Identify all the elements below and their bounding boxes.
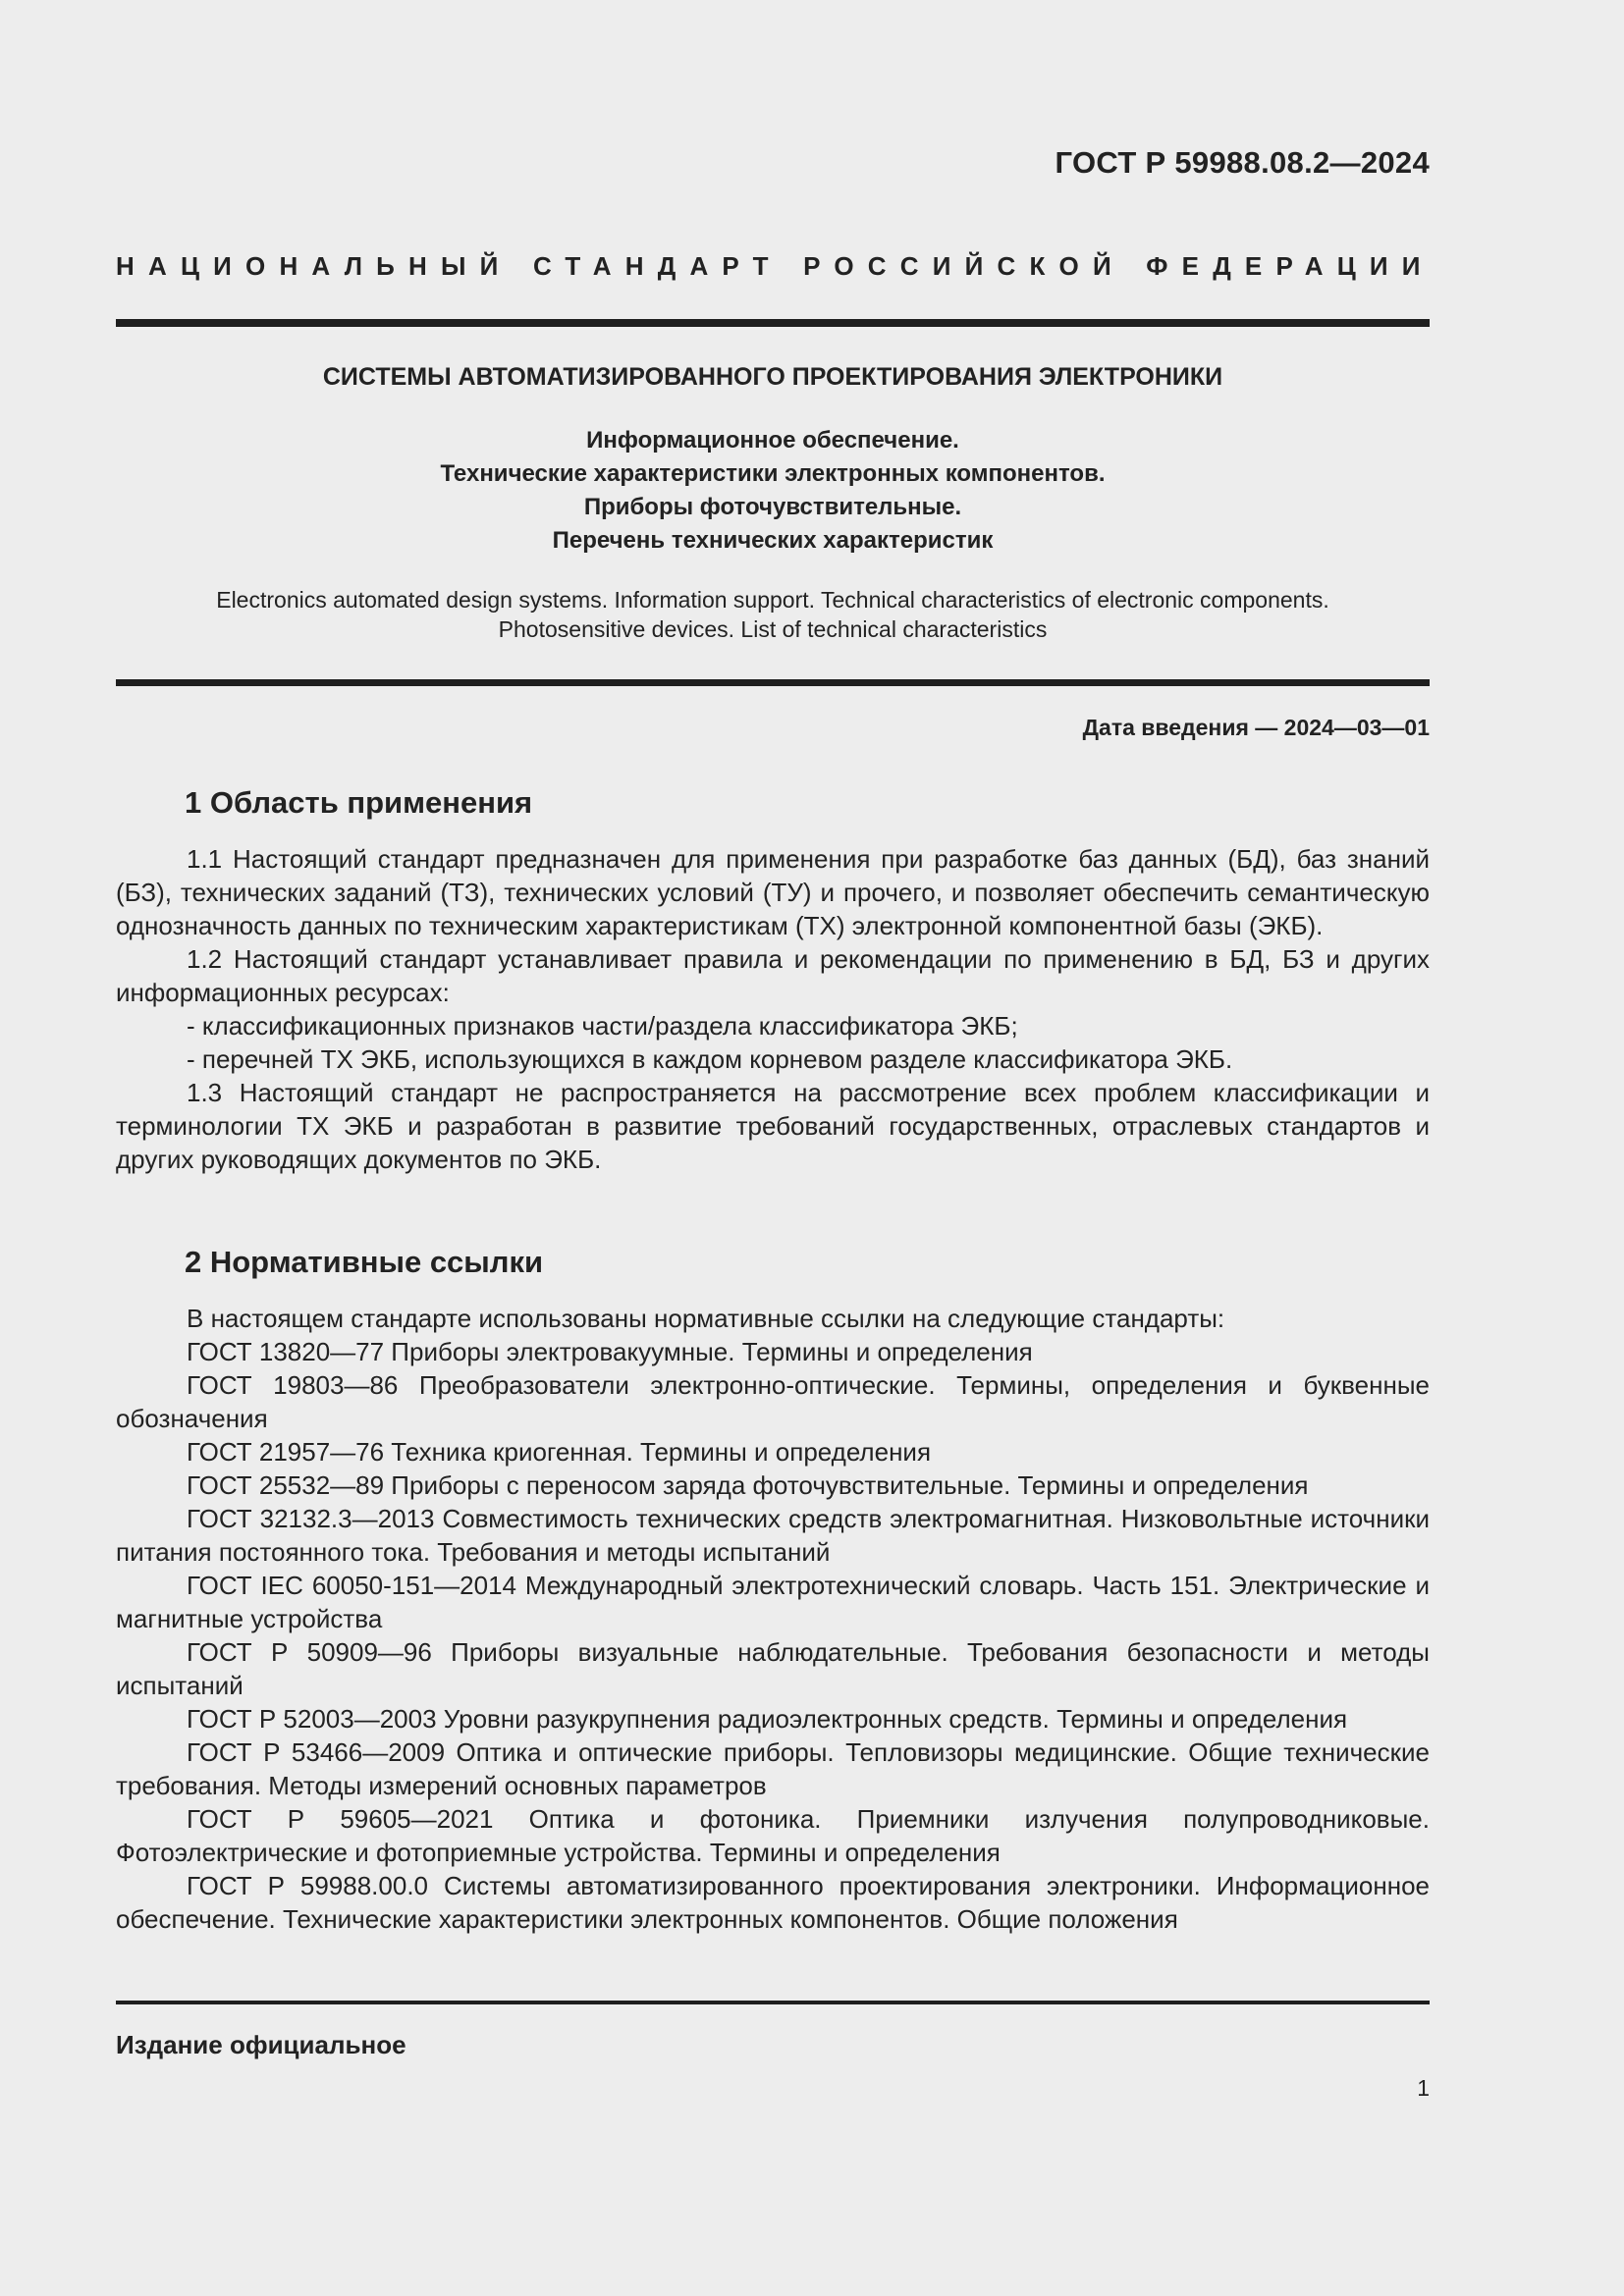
section-heading-scope: 1 Область применения: [185, 785, 533, 820]
reference-item: ГОСТ 13820—77 Приборы электровакуумные. Термины и определения: [187, 1337, 1033, 1366]
reference-item: ГОСТ 19803—86 Преобразователи электронно-оптические. Термины, определения и буквенные обозначения: [116, 1370, 1430, 1433]
list-item: - перечней ТХ ЭКБ, использующихся в каждом корневом разделе классификатора ЭКБ.: [187, 1044, 1233, 1074]
page-number: 1: [1417, 2075, 1430, 2101]
reference-item: ГОСТ Р 50909—96 Приборы визуальные наблюдательные. Требования безопасности и методы испытаний: [116, 1637, 1430, 1700]
reference-item: ГОСТ Р 59605—2021 Оптика и фотоника. Приемники излучения полупроводниковые. Фотоэлектрические и фотоприемные устройства. Термины и определения: [116, 1804, 1430, 1867]
paragraph: 1.1 Настоящий стандарт предназначен для применения при разработке баз данных (БД), баз знаний (БЗ), технических заданий (ТЗ), технических условий (ТУ) и прочего, и позволяет обеспечить семантическую однозначность данных по техническим характеристикам (ТХ) электронной компонентной базы (ЭКБ).: [116, 844, 1430, 940]
english-title-line: Photosensitive devices. List of technical characteristics: [498, 616, 1048, 642]
subtitle-line: Перечень технических характеристик: [552, 527, 994, 554]
paragraph: В настоящем стандарте использованы нормативные ссылки на следующие стандарты:: [187, 1304, 1225, 1333]
reference-item: ГОСТ Р 53466—2009 Оптика и оптические приборы. Тепловизоры медицинские. Общие технические требования. Методы измерений основных параметров: [116, 1737, 1430, 1800]
paragraph: 1.3 Настоящий стандарт не распространяется на рассмотрение всех проблем классификации и терминологии ТХ ЭКБ и разработан в развитие требований государственных, отраслевых стандартов и других руководящих документов по ЭКБ.: [116, 1078, 1430, 1174]
reference-item: ГОСТ 21957—76 Техника криогенная. Термины и определения: [187, 1437, 932, 1467]
paragraph: 1.2 Настоящий стандарт устанавливает правила и рекомендации по применению в БД, БЗ и других информационных ресурсах:: [116, 944, 1430, 1007]
section-body-scope: [116, 842, 1430, 1176]
reference-item: ГОСТ IEC 60050-151—2014 Международный электротехнический словарь. Часть 151. Электрические и магнитные устройства: [116, 1571, 1430, 1633]
reference-item: ГОСТ Р 52003—2003 Уровни разукрупнения радиоэлектронных средств. Термины и определения: [187, 1704, 1348, 1734]
reference-item: ГОСТ Р 59988.00.0 Системы автоматизированного проектирования электроники. Информационное обеспечение. Технические характеристики электронных компонентов. Общие положения: [116, 1871, 1430, 1934]
edition-label: Издание официальное: [116, 2030, 406, 2059]
footer-divider: [116, 2001, 1430, 2004]
section-heading-references: 2 Нормативные ссылки: [185, 1245, 544, 1279]
reference-item: ГОСТ 25532—89 Приборы с переносом заряда фоточувствительные. Термины и определения: [187, 1470, 1309, 1500]
national-standard-banner: НАЦИОНАЛЬНЫЙ СТАНДАРТ РОССИЙСКОЙ ФЕДЕРАЦИИ: [116, 251, 1435, 281]
document-id: ГОСТ Р 59988.08.2—2024: [1055, 145, 1430, 180]
english-title: [116, 585, 1430, 644]
title-divider: [116, 679, 1430, 686]
subtitle-line: Технические характеристики электронных компонентов.: [440, 460, 1106, 487]
document-title: СИСТЕМЫ АВТОМАТИЗИРОВАННОГО ПРОЕКТИРОВАНИЯ ЭЛЕКТРОНИКИ: [322, 363, 1223, 391]
document-subtitle: [116, 424, 1430, 558]
subtitle-line: Приборы фоточувствительные.: [583, 494, 962, 520]
top-divider: [116, 319, 1430, 327]
subtitle-line: Информационное обеспечение.: [586, 427, 959, 454]
reference-item: ГОСТ 32132.3—2013 Совместимость технических средств электромагнитная. Низковольтные источники питания постоянного тока. Требования и методы испытаний: [116, 1504, 1430, 1567]
english-title-line: Electronics automated design systems. Information support. Technical characteristics of electronic components.: [216, 587, 1329, 613]
list-item: - классификационных признаков части/раздела классификатора ЭКБ;: [187, 1011, 1018, 1041]
introduction-date: Дата введения — 2024—03—01: [1082, 715, 1430, 740]
section-body-references: [116, 1302, 1430, 1936]
